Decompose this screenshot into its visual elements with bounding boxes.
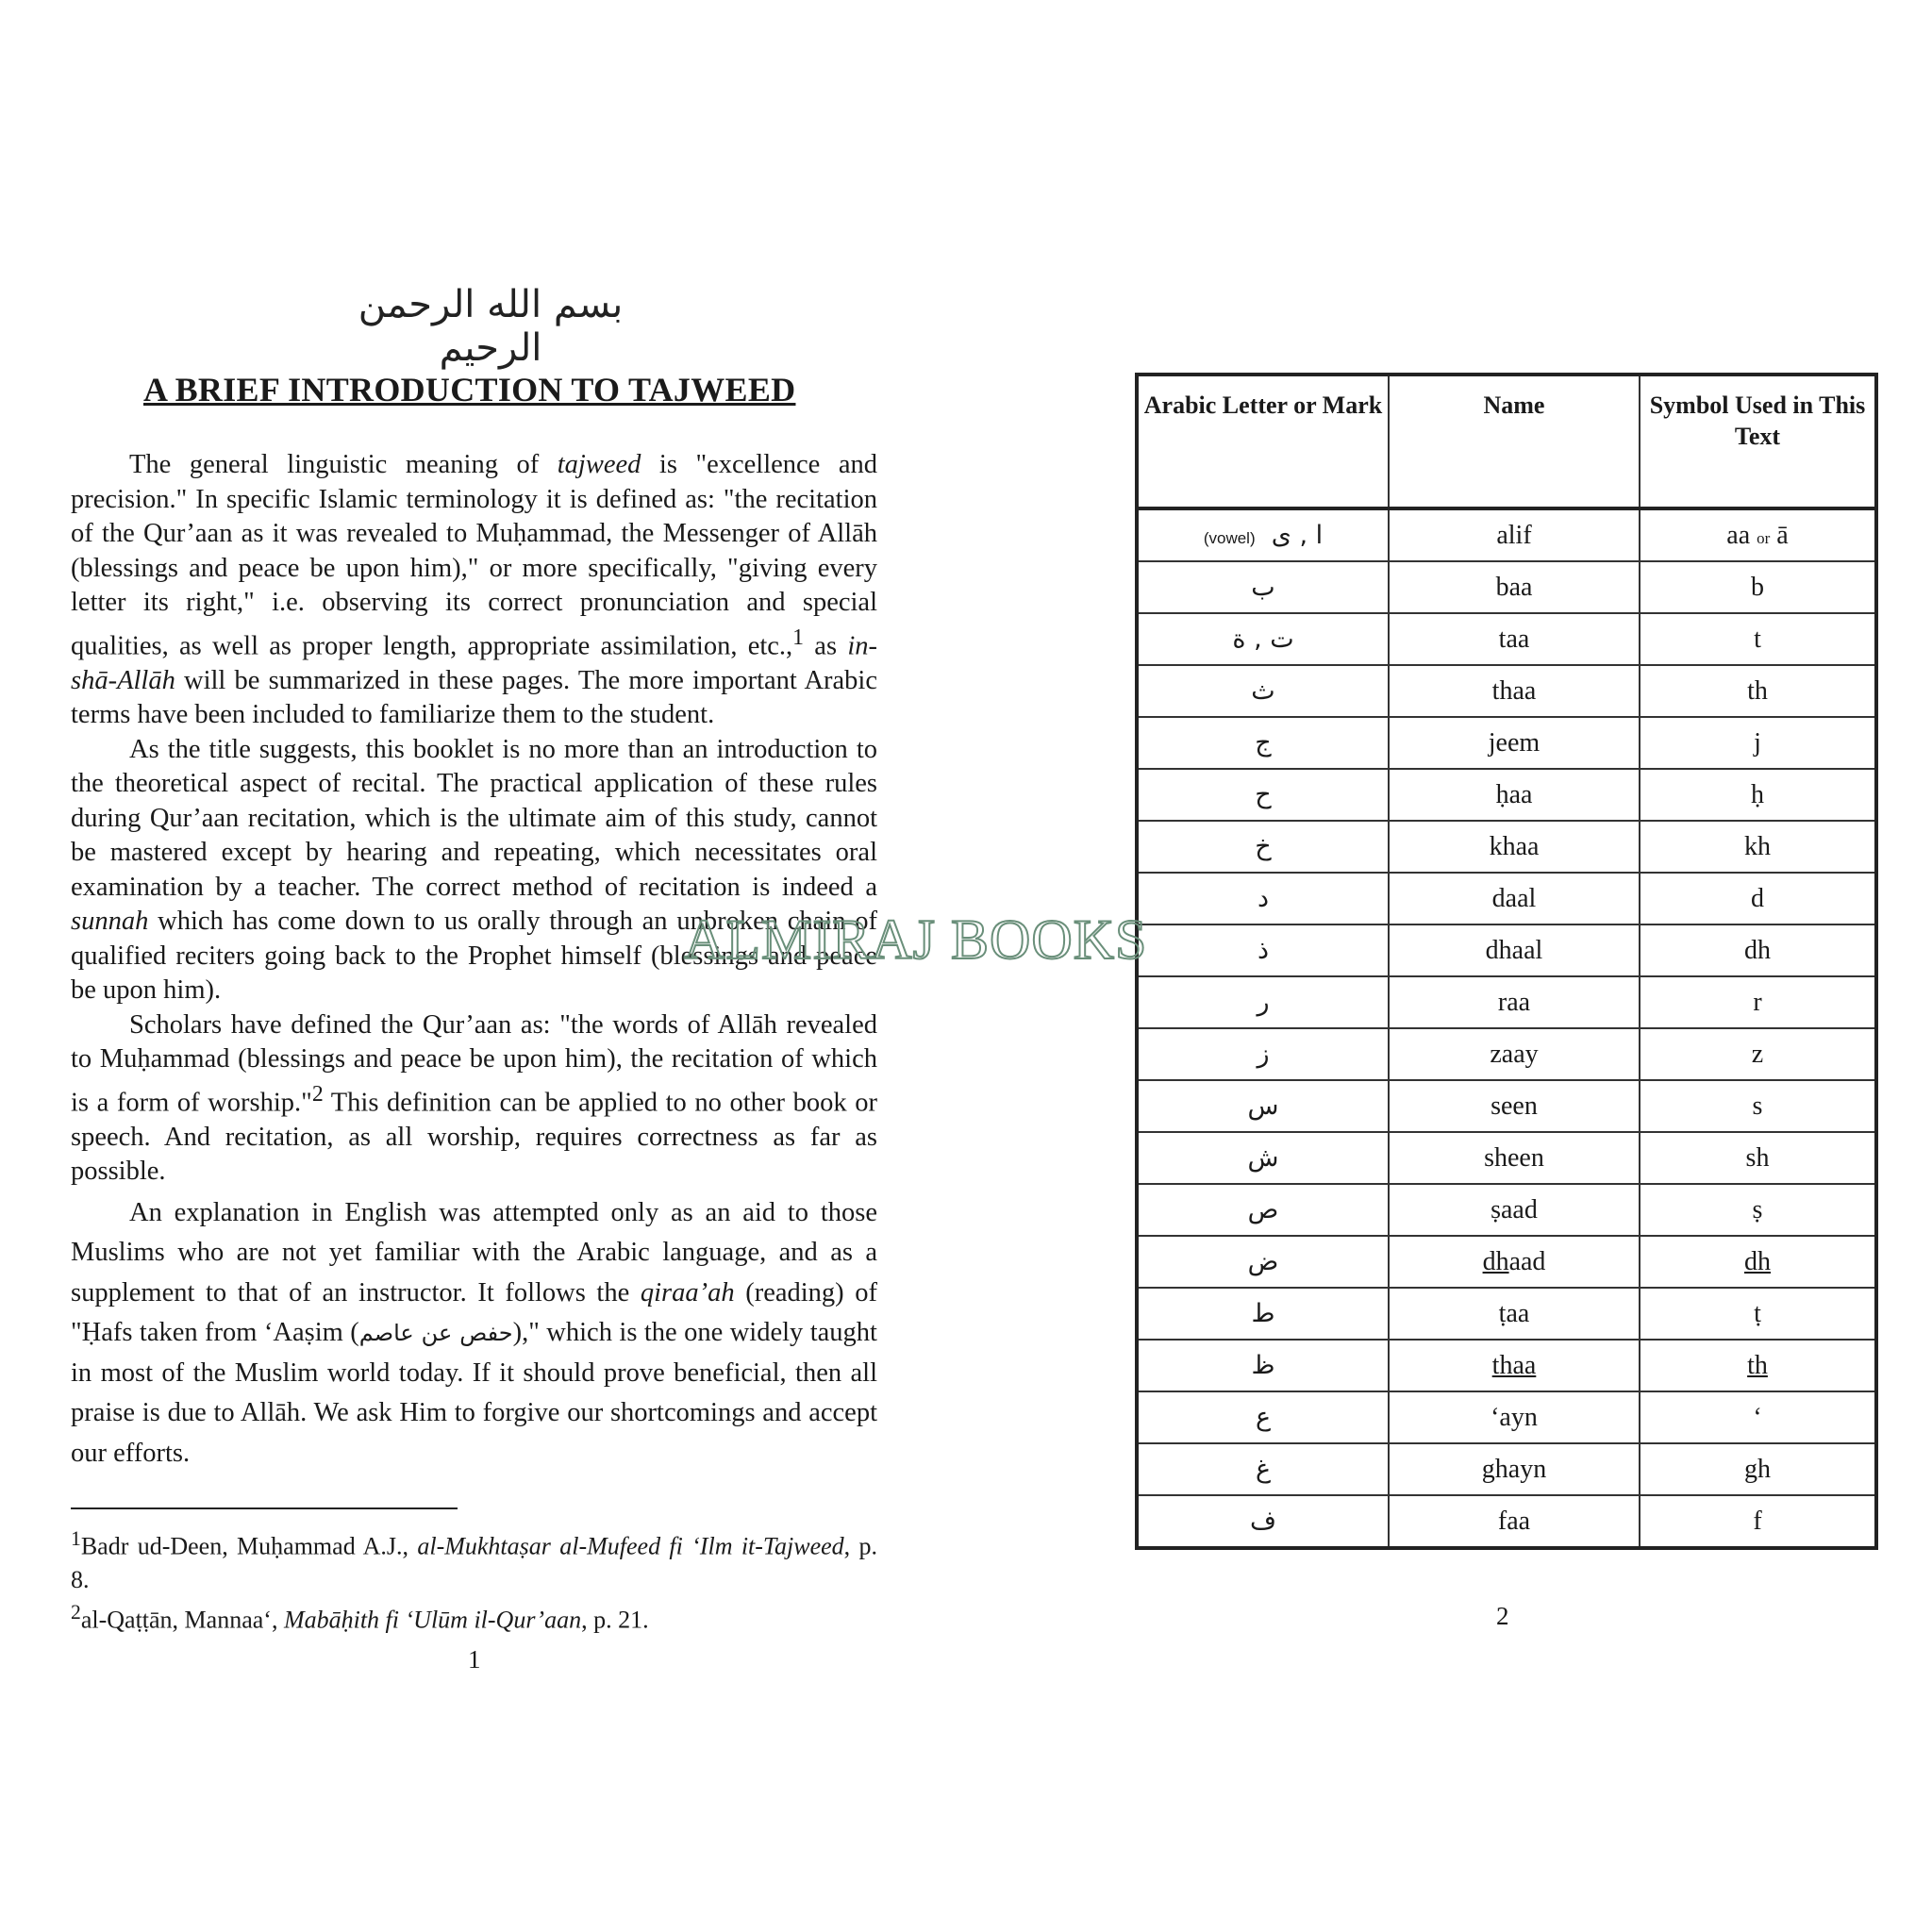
name-cell: dhaal xyxy=(1389,924,1640,976)
arabic-cell: ط xyxy=(1137,1288,1389,1340)
table-row xyxy=(1137,1132,1876,1184)
symbol-cell xyxy=(1640,1340,1876,1391)
symbol-cell: s xyxy=(1640,1080,1876,1132)
footnote-ref-2: 2 xyxy=(311,1081,324,1107)
page-number-right: 2 xyxy=(1496,1602,1509,1630)
book-title: Mabāḥith fi ‘Ulūm il-Qur’aan xyxy=(283,1606,582,1634)
term-qiraaah: qiraa’ah xyxy=(640,1277,735,1307)
text: , p. 21. xyxy=(581,1606,649,1634)
name-cell: zaay xyxy=(1389,1028,1640,1080)
name-cell: ḥaa xyxy=(1389,769,1640,821)
arabic-cell: ص xyxy=(1137,1184,1389,1236)
or-word: or xyxy=(1757,528,1771,547)
arabic-cell: ذ xyxy=(1137,924,1389,976)
name-cell: daal xyxy=(1389,873,1640,924)
name-cell: faa xyxy=(1389,1495,1640,1548)
underlined-name: thaa xyxy=(1491,1350,1537,1380)
name-cell: seen xyxy=(1389,1080,1640,1132)
table-row xyxy=(1137,1184,1876,1236)
table-row xyxy=(1137,717,1876,769)
text: , p. 8. xyxy=(71,1532,877,1593)
symbol-cell: gh xyxy=(1640,1443,1876,1495)
symbol-cell: dh xyxy=(1640,924,1876,976)
name-cell: ‘ayn xyxy=(1389,1391,1640,1443)
table-row xyxy=(1137,821,1876,873)
name-cell: alif xyxy=(1389,508,1640,561)
symbol: ā xyxy=(1776,520,1789,550)
arabic-cell: د xyxy=(1137,873,1389,924)
symbol-cell: ṭ xyxy=(1640,1288,1876,1340)
arabic-cell: س xyxy=(1137,1080,1389,1132)
arabic-cell: ض xyxy=(1137,1236,1389,1288)
underlined-symbol: dh xyxy=(1744,1246,1771,1276)
paragraph-3 xyxy=(71,1008,877,1190)
name-cell xyxy=(1389,1236,1640,1288)
table-row xyxy=(1137,769,1876,821)
symbol-cell: f xyxy=(1640,1495,1876,1548)
watermark: ALMIRAJ BOOKS xyxy=(684,908,1148,971)
arabic-cell xyxy=(1137,508,1389,561)
table-row xyxy=(1137,1391,1876,1443)
table-row xyxy=(1137,508,1876,561)
page-title: A BRIEF INTRODUCTION TO TAJWEED xyxy=(143,371,796,408)
page-number-left: 1 xyxy=(468,1645,481,1674)
footnotes xyxy=(71,1523,877,1636)
symbol-cell: ṣ xyxy=(1640,1184,1876,1236)
header-symbol: Symbol Used in This Text xyxy=(1640,375,1876,508)
name-rest: aad xyxy=(1508,1246,1546,1276)
arabic-cell: ع xyxy=(1137,1391,1389,1443)
symbol-cell: z xyxy=(1640,1028,1876,1080)
name-cell: ṣaad xyxy=(1389,1184,1640,1236)
name-cell: thaa xyxy=(1389,665,1640,717)
symbol-cell: th xyxy=(1640,665,1876,717)
text: Scholars have defined the Qur’aan as: "the words of Allāh revealed to Muḥammad (blessings and peace be upon him), the recitation of which is a form of worship." xyxy=(71,1009,877,1117)
table-row xyxy=(1137,1443,1876,1495)
name-cell: raa xyxy=(1389,976,1640,1028)
arabic-cell: غ xyxy=(1137,1443,1389,1495)
symbol-cell xyxy=(1640,508,1876,561)
symbol: aa xyxy=(1726,520,1751,550)
text: An explanation in English was attempted only as an aid to those Muslims who are not yet familiar with the Arabic language, and as a supplement to that of an instructor. It follows the xyxy=(71,1197,877,1307)
name-cell: sheen xyxy=(1389,1132,1640,1184)
text: )," which is the one widely taught in most of the Muslim world today. If it should prove beneficial, then all praise is due to Allāh. We ask Him to forgive our shortcomings and accept our efforts. xyxy=(71,1318,877,1468)
table-row xyxy=(1137,1028,1876,1080)
text: which has come down to us orally through an unbroken chain of qualified reciters going back to the Prophet himself (blessings and peace be upon him). xyxy=(71,907,877,1005)
paragraph-1 xyxy=(71,448,877,733)
text: as xyxy=(804,631,848,660)
text: is "excellence and precision." In specific Islamic terminology it is defined as: "the recitation of the Qur’aan as it was revealed to Muḥammad, the Messenger of Allāh (blessings and peace be upon him)," or more specifically, "giving every letter its right," i.e. observing its correct pronunciation and special qualities, as well as proper length, appropriate assimilation, etc., xyxy=(71,450,878,660)
arabic-cell: ش xyxy=(1137,1132,1389,1184)
arabic-cell: ر xyxy=(1137,976,1389,1028)
arabic-cell: ح xyxy=(1137,769,1389,821)
arabic-hafs-an-asim: حفص عن عاصم xyxy=(358,1320,513,1346)
symbol-cell: j xyxy=(1640,717,1876,769)
text: will be summarized in these pages. The more important Arabic terms have been included to familiarize them to the student. xyxy=(71,665,877,729)
table-row xyxy=(1137,561,1876,613)
header-name: Name xyxy=(1389,375,1640,508)
term-sunnah: sunnah xyxy=(71,907,149,936)
book-title: al-Mukhtaṣar al-Mufeed fi ‘Ilm it-Tajweed xyxy=(417,1532,844,1560)
symbol-cell: r xyxy=(1640,976,1876,1028)
text: (reading) of "Ḥafs taken from ‘Aaṣim ( xyxy=(71,1277,877,1347)
symbol-cell: sh xyxy=(1640,1132,1876,1184)
name-cell: khaa xyxy=(1389,821,1640,873)
table-row xyxy=(1137,1080,1876,1132)
text: This definition can be applied to no other book or speech. And recitation, as all worship, requires correctness as far as possible. xyxy=(71,1088,877,1186)
footnote-number: 1 xyxy=(71,1527,81,1550)
footnote-ref-1: 1 xyxy=(792,625,805,650)
symbol-cell: b xyxy=(1640,561,1876,613)
symbol-cell: d xyxy=(1640,873,1876,924)
vowel-note: (vowel) xyxy=(1203,529,1256,547)
table-row xyxy=(1137,1236,1876,1288)
name-cell: ghayn xyxy=(1389,1443,1640,1495)
footnote-1 xyxy=(71,1523,877,1596)
footnote-2 xyxy=(71,1596,877,1637)
symbol-cell xyxy=(1640,1236,1876,1288)
symbol-cell: t xyxy=(1640,613,1876,665)
paragraph-4 xyxy=(71,1193,877,1474)
arabic-cell: ف xyxy=(1137,1495,1389,1548)
bismillah-calligraphy: بسم الله الرحمن الرحيم xyxy=(358,283,624,370)
symbol-cell: kh xyxy=(1640,821,1876,873)
symbol-cell: ‘ xyxy=(1640,1391,1876,1443)
name-cell: jeem xyxy=(1389,717,1640,769)
footnote-number: 2 xyxy=(71,1600,81,1624)
text: Badr ud-Deen, Muḥammad A.J., xyxy=(80,1532,418,1560)
term-inshallah: in-shā-Allāh xyxy=(71,631,877,695)
symbol-cell: ḥ xyxy=(1640,769,1876,821)
arabic-cell: ج xyxy=(1137,717,1389,769)
text: al-Qaṭṭān, Mannaa‘, xyxy=(80,1606,284,1634)
table-header-row xyxy=(1137,375,1876,508)
underlined-name: dh xyxy=(1482,1246,1509,1276)
table-row xyxy=(1137,976,1876,1028)
arabic-cell: ت , ة xyxy=(1137,613,1389,665)
footnote-divider xyxy=(71,1507,458,1509)
name-cell xyxy=(1389,1340,1640,1391)
table-row xyxy=(1137,1340,1876,1391)
arabic-cell: خ xyxy=(1137,821,1389,873)
name-cell: taa xyxy=(1389,613,1640,665)
text: The general linguistic meaning of xyxy=(129,450,558,479)
arabic-cell: ز xyxy=(1137,1028,1389,1080)
arabic-letter: ا , ى xyxy=(1271,521,1324,550)
name-cell: baa xyxy=(1389,561,1640,613)
underlined-symbol: th xyxy=(1747,1350,1768,1380)
table-row xyxy=(1137,665,1876,717)
arabic-cell: ب xyxy=(1137,561,1389,613)
arabic-cell: ث xyxy=(1137,665,1389,717)
table-row xyxy=(1137,1495,1876,1548)
header-arabic-letter: Arabic Letter or Mark xyxy=(1137,375,1389,508)
text: As the title suggests, this booklet is no more than an introduction to the theoretical aspect of recital. The practical application of these rules during Qur’aan recitation, which is the ultimate aim of this study, cannot be mastered except by hearing and repeating, which necessitates oral examination by a teacher. The correct method of recitation is indeed a xyxy=(71,734,877,902)
term-tajweed: tajweed xyxy=(557,450,641,479)
name-cell: ṭaa xyxy=(1389,1288,1640,1340)
table-row xyxy=(1137,613,1876,665)
table-row xyxy=(1137,1288,1876,1340)
arabic-cell: ظ xyxy=(1137,1340,1389,1391)
